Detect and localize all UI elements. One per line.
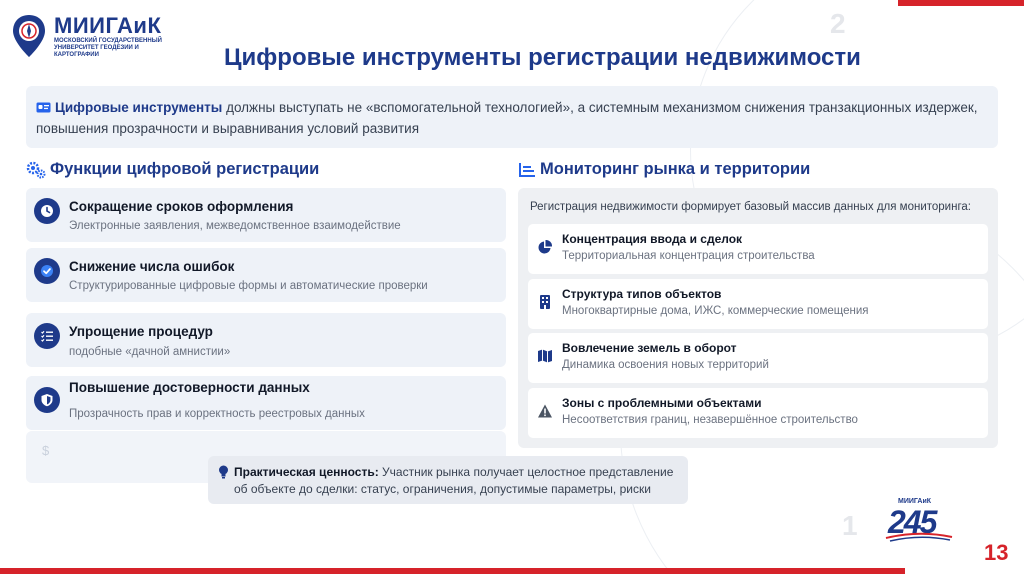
anniversary-number: 245 <box>888 504 936 540</box>
monitoring-item-desc: Многоквартирные дома, ИЖС, коммерческие помещения <box>562 305 869 317</box>
function-card <box>26 188 506 242</box>
practical-value-box <box>208 456 688 504</box>
monitoring-item <box>528 333 988 383</box>
intro-text: должны выступать не «вспомогательной технологией», а системным механизмом снижения транзакционных издержек, повышения прозрачности и выравнивания условий развития <box>36 100 978 136</box>
function-card-desc: Структурированные цифровые формы и автоматические проверки <box>69 280 428 292</box>
anniversary-caption: МИИГАиК <box>898 498 932 505</box>
slide-title: Цифровые инструменты регистрации недвижимости <box>224 44 861 71</box>
intro-lead: Цифровые инструменты <box>55 100 223 115</box>
monitoring-item <box>528 279 988 329</box>
clock-icon <box>34 198 60 224</box>
function-card-desc: подобные «дачной амнистии» <box>69 346 231 358</box>
lightbulb-icon <box>218 465 229 479</box>
function-card-desc: Прозрачность прав и корректность реестровых данных <box>69 408 365 420</box>
dollar-icon: $ <box>42 443 50 458</box>
monitoring-item-desc: Несоответствия границ, незавершённое строительство <box>562 414 858 426</box>
logo-name: МИИГАиК <box>54 13 162 38</box>
monitoring-panel <box>518 188 998 448</box>
check-badge-icon <box>34 258 60 284</box>
page-number: 13 <box>984 540 1009 565</box>
monitoring-intro: Регистрация недвижимости формирует базовый массив данных для мониторинга: <box>530 201 971 213</box>
monitoring-item-desc: Динамика освоения новых территорий <box>562 359 769 371</box>
monitoring-heading <box>518 160 810 179</box>
function-card <box>26 248 506 302</box>
id-card-icon <box>36 102 51 113</box>
decor-number: 1 <box>842 510 858 541</box>
swoosh-icon <box>884 532 954 542</box>
monitoring-item-desc: Территориальная концентрация строительства <box>562 250 815 262</box>
monitoring-item <box>528 388 988 438</box>
bar-chart-icon <box>518 162 536 178</box>
monitoring-item <box>528 224 988 274</box>
gears-icon <box>26 161 46 179</box>
function-card <box>26 376 506 430</box>
checklist-icon <box>34 323 60 349</box>
bottom-accent-bar <box>0 568 905 574</box>
shield-icon <box>34 387 60 413</box>
function-card-desc: Электронные заявления, межведомственное взаимодействие <box>69 220 401 232</box>
function-card <box>26 313 506 367</box>
functions-heading <box>26 160 319 179</box>
university-logo <box>12 14 164 59</box>
practical-label: Практическая ценность: <box>234 465 379 479</box>
warning-icon <box>537 403 553 419</box>
function-card-title: Снижение числа ошибок <box>69 259 235 274</box>
building-icon <box>537 294 553 310</box>
monitoring-heading-text: Мониторинг рынка и территории <box>540 160 811 178</box>
intro-box <box>26 86 998 148</box>
monitoring-item-title: Зоны с проблемными объектами <box>562 396 762 410</box>
pie-chart-icon <box>537 239 553 255</box>
decor-number: 2 <box>830 8 846 39</box>
functions-heading-text: Функции цифровой регистрации <box>50 160 320 178</box>
function-card-title: Повышение достоверности данных <box>69 380 310 395</box>
monitoring-item-title: Концентрация ввода и сделок <box>562 232 743 246</box>
function-card-title: Сокращение сроков оформления <box>69 199 294 214</box>
practical-text: Участник рынка получает целостное представление об объекте до сделки: статус, ограничения, допустимые параметры, риски <box>234 465 674 496</box>
monitoring-item-title: Вовлечение земель в оборот <box>562 341 737 355</box>
logo-subtitle: МОСКОВСКИЙ ГОСУДАРСТВЕННЫЙ УНИВЕРСИТЕТ ГЕОДЕЗИИ И КАРТОГРАФИИ <box>54 38 162 58</box>
map-icon <box>537 348 553 364</box>
function-card-title: Упрощение процедур <box>69 324 213 339</box>
anniversary-logo <box>884 498 956 546</box>
monitoring-item-title: Структура типов объектов <box>562 287 722 301</box>
location-pin-icon <box>12 14 46 58</box>
